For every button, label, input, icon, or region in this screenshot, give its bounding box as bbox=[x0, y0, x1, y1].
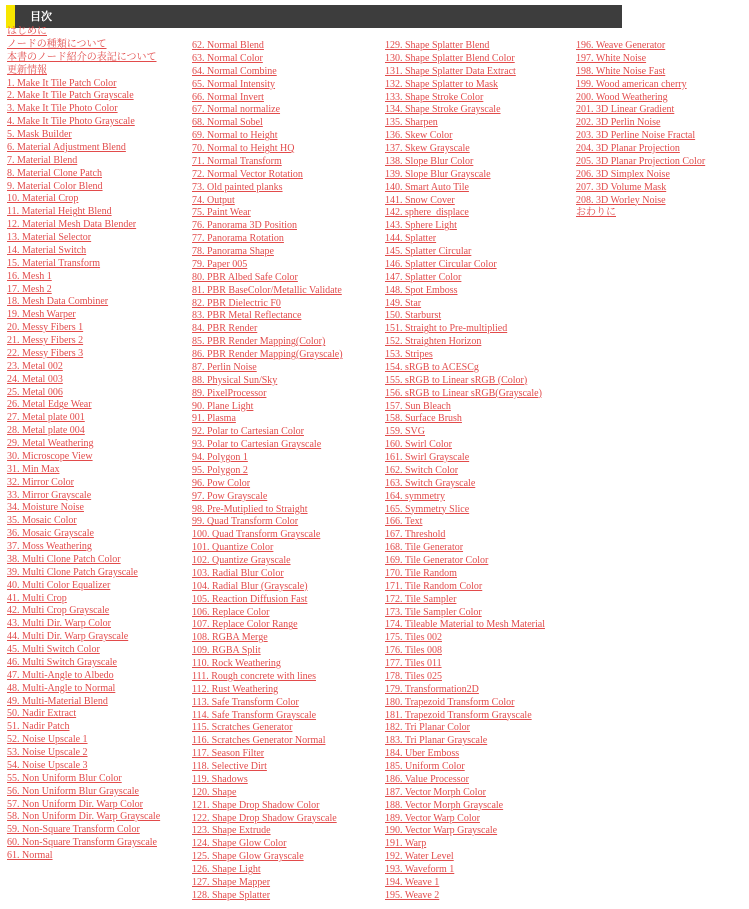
toc-link[interactable]: 185. Uniform Color bbox=[385, 761, 465, 772]
toc-link[interactable]: 202. 3D Perlin Noise bbox=[576, 117, 661, 129]
toc-link[interactable]: 42. Multi Crop Grayscale bbox=[7, 605, 110, 617]
toc-link[interactable]: 68. Normal Sobel bbox=[192, 117, 263, 129]
toc-link[interactable]: 本書のノード紹介の表記について bbox=[7, 51, 157, 63]
toc-link[interactable]: 132. Shape Splatter to Mask bbox=[385, 78, 499, 90]
toc-link[interactable]: 7. Material Blend bbox=[7, 154, 78, 166]
toc-link[interactable]: 91. Plasma bbox=[192, 413, 236, 425]
toc-link[interactable]: 107. Replace Color Range bbox=[192, 619, 298, 631]
toc-link[interactable]: 更新情報 bbox=[7, 64, 47, 76]
toc-link[interactable]: 144. Splatter bbox=[385, 233, 437, 245]
toc-link[interactable]: 203. 3D Perline Noise Fractal bbox=[576, 130, 696, 142]
toc-link[interactable]: 126. Shape Light bbox=[192, 864, 261, 875]
toc-link[interactable]: 102. Quantize Grayscale bbox=[192, 555, 291, 566]
toc-link[interactable]: 190. Vector Warp Grayscale bbox=[385, 825, 498, 837]
toc-link[interactable]: 168. Tile Generator bbox=[385, 542, 464, 554]
toc-link[interactable]: 123. Shape Extrude bbox=[192, 825, 271, 837]
toc-link[interactable]: 117. Season Filter bbox=[192, 748, 265, 760]
toc-link[interactable]: 8. Material Clone Patch bbox=[7, 167, 102, 179]
toc-link[interactable]: 110. Rock Weathering bbox=[192, 658, 281, 669]
toc-link[interactable]: 180. Trapezoid Transform Color bbox=[385, 696, 515, 708]
toc-link[interactable]: 77. Panorama Rotation bbox=[192, 233, 284, 245]
toc-link[interactable]: 148. Spot Emboss bbox=[385, 284, 458, 296]
toc-link[interactable]: 32. Mirror Color bbox=[7, 476, 74, 488]
toc-link[interactable]: 2. Make It Tile Patch Grayscale bbox=[7, 90, 134, 102]
toc-link[interactable]: 69. Normal to Height bbox=[192, 130, 278, 142]
toc-link[interactable]: 10. Material Crop bbox=[7, 193, 79, 205]
toc-link[interactable]: 158. Surface Brush bbox=[385, 413, 462, 425]
toc-link[interactable]: 76. Panorama 3D Position bbox=[192, 220, 297, 232]
toc-link[interactable]: 5. Mask Builder bbox=[7, 129, 72, 140]
toc-link[interactable]: 93. Polar to Cartesian Grayscale bbox=[192, 439, 322, 451]
toc-link[interactable]: 165. Symmetry Slice bbox=[385, 503, 470, 515]
toc-link[interactable]: おわりに bbox=[576, 207, 616, 219]
toc-link[interactable]: 199. Wood american cherry bbox=[576, 78, 687, 90]
toc-link[interactable]: 71. Normal Transform bbox=[192, 155, 282, 167]
toc-link[interactable]: 109. RGBA Split bbox=[192, 645, 261, 657]
toc-link[interactable]: 90. Plane Light bbox=[192, 400, 254, 412]
toc-link[interactable]: 128. Shape Splatter bbox=[192, 889, 271, 901]
toc-link[interactable]: 151. Straight to Pre-multiplied bbox=[385, 323, 508, 335]
toc-link[interactable]: 49. Multi-Material Blend bbox=[7, 695, 108, 707]
toc-link[interactable]: 142. sphere_displace bbox=[385, 207, 469, 219]
toc-link[interactable]: 37. Moss Weathering bbox=[7, 541, 92, 552]
toc-link[interactable]: 205. 3D Planar Projection Color bbox=[576, 155, 706, 167]
toc-link[interactable]: 159. SVG bbox=[385, 426, 426, 438]
toc-link[interactable]: 111. Rough concrete with lines bbox=[192, 670, 316, 682]
toc-link[interactable]: 179. Transformation2D bbox=[385, 683, 479, 695]
toc-link[interactable]: 99. Quad Transform Color bbox=[192, 516, 299, 528]
toc-link[interactable]: 140. Smart Auto Tile bbox=[385, 181, 469, 193]
toc-link[interactable]: 82. PBR Dielectric F0 bbox=[192, 297, 281, 309]
toc-link[interactable]: 56. Non Uniform Blur Grayscale bbox=[7, 785, 139, 797]
toc-link[interactable]: 127. Shape Mapper bbox=[192, 876, 271, 888]
toc-link[interactable]: 3. Make It Tile Photo Color bbox=[7, 103, 118, 115]
toc-link[interactable]: 163. Switch Grayscale bbox=[385, 477, 476, 489]
toc-link[interactable]: 176. Tiles 008 bbox=[385, 645, 442, 657]
toc-link[interactable]: 193. Waveform 1 bbox=[385, 864, 455, 875]
toc-link[interactable]: 60. Non-Square Transform Grayscale bbox=[7, 837, 157, 849]
toc-link[interactable]: 98. Pre-Mutiplied to Straight bbox=[192, 503, 308, 515]
toc-link[interactable]: 181. Trapezoid Transform Grayscale bbox=[385, 709, 532, 721]
toc-link[interactable]: 36. Mosaic Grayscale bbox=[7, 528, 94, 540]
toc-link[interactable]: 154. sRGB to ACESCg bbox=[385, 361, 479, 373]
toc-link[interactable]: 64. Normal Combine bbox=[192, 65, 277, 77]
toc-link[interactable]: 89. PixelProcessor bbox=[192, 387, 267, 399]
toc-link[interactable]: 20. Messy Fibers 1 bbox=[7, 322, 84, 334]
toc-link[interactable]: 83. PBR Metal Reflectance bbox=[192, 310, 302, 322]
toc-link[interactable]: 62. Normal Blend bbox=[192, 40, 264, 51]
toc-link[interactable]: 141. Snow Cover bbox=[385, 194, 455, 206]
toc-link[interactable]: 26. Metal Edge Wear bbox=[7, 399, 92, 411]
toc-link[interactable]: 33. Mirror Grayscale bbox=[7, 489, 92, 501]
toc-link[interactable]: 150. Starburst bbox=[385, 310, 442, 322]
toc-link[interactable]: 58. Non Uniform Dir. Warp Grayscale bbox=[7, 811, 161, 823]
toc-link[interactable]: 204. 3D Planar Projection bbox=[576, 143, 680, 154]
toc-link[interactable]: 166. Text bbox=[385, 516, 423, 528]
toc-link[interactable]: 178. Tiles 025 bbox=[385, 670, 442, 682]
toc-link[interactable]: 122. Shape Drop Shadow Grayscale bbox=[192, 812, 337, 824]
toc-link[interactable]: 112. Rust Weathering bbox=[192, 683, 279, 695]
toc-link[interactable]: 65. Normal Intensity bbox=[192, 78, 276, 90]
toc-list-1 bbox=[7, 26, 160, 863]
toc-link[interactable]: 169. Tile Generator Color bbox=[385, 555, 489, 566]
toc-link[interactable]: 138. Slope Blur Color bbox=[385, 155, 474, 167]
toc-link[interactable]: 52. Noise Upscale 1 bbox=[7, 734, 88, 746]
toc-link[interactable]: 177. Tiles 011 bbox=[385, 658, 442, 669]
toc-link[interactable]: 70. Normal to Height HQ bbox=[192, 143, 295, 154]
toc-link[interactable]: 15. Material Transform bbox=[7, 257, 101, 269]
toc-link[interactable]: 175. Tiles 002 bbox=[385, 632, 442, 644]
toc-link[interactable]: 47. Multi-Angle to Albedo bbox=[7, 669, 114, 681]
toc-link[interactable]: 113. Safe Transform Color bbox=[192, 696, 299, 708]
toc-link[interactable]: 79. Paper 005 bbox=[192, 258, 248, 270]
toc-link[interactable]: 182. Tri Planar Color bbox=[385, 722, 471, 734]
toc-link[interactable]: 50. Nadir Extract bbox=[7, 708, 77, 720]
toc-link[interactable]: 38. Multi Clone Patch Color bbox=[7, 553, 121, 565]
toc-link[interactable]: 16. Mesh 1 bbox=[7, 270, 52, 282]
toc-link[interactable]: 25. Metal 006 bbox=[7, 386, 63, 398]
toc-link[interactable]: 4. Make It Tile Photo Grayscale bbox=[7, 116, 135, 128]
toc-link[interactable]: 78. Panorama Shape bbox=[192, 246, 274, 257]
toc-link[interactable]: 54. Noise Upscale 3 bbox=[7, 759, 88, 771]
toc-link[interactable]: 186. Value Processor bbox=[385, 773, 469, 785]
toc-link[interactable]: 171. Tile Random Color bbox=[385, 580, 483, 592]
toc-link[interactable]: 137. Skew Grayscale bbox=[385, 143, 470, 154]
toc-link[interactable]: 147. Splatter Color bbox=[385, 271, 462, 283]
toc-link[interactable]: 31. Min Max bbox=[7, 463, 60, 475]
toc-link[interactable]: 139. Slope Blur Grayscale bbox=[385, 168, 491, 180]
toc-link[interactable]: 114. Safe Transform Grayscale bbox=[192, 709, 317, 721]
toc-link[interactable]: 61. Normal bbox=[7, 850, 53, 861]
toc-link[interactable]: 188. Vector Morph Grayscale bbox=[385, 799, 504, 811]
toc-list-3 bbox=[385, 40, 545, 903]
toc-title: 目次 bbox=[30, 10, 52, 23]
toc-link[interactable]: 208. 3D Worley Noise bbox=[576, 194, 666, 206]
toc-link[interactable]: 28. Metal plate 004 bbox=[7, 425, 85, 437]
toc-link[interactable]: 46. Multi Switch Grayscale bbox=[7, 656, 117, 668]
toc-link[interactable]: 13. Material Selector bbox=[7, 232, 92, 243]
toc-link[interactable]: 74. Output bbox=[192, 194, 235, 206]
toc-link[interactable]: 23. Metal 002 bbox=[7, 360, 63, 372]
toc-link[interactable]: 146. Splatter Circular Color bbox=[385, 258, 497, 270]
toc-link[interactable]: 81. PBR BaseColor/Metallic Validate bbox=[192, 284, 342, 296]
toc-link[interactable]: 6. Material Adjustment Blend bbox=[7, 141, 126, 153]
toc-link[interactable]: 55. Non Uniform Blur Color bbox=[7, 772, 122, 784]
toc-link[interactable]: 97. Pow Grayscale bbox=[192, 490, 268, 502]
toc-link[interactable]: 72. Normal Vector Rotation bbox=[192, 168, 303, 180]
toc-link[interactable]: 207. 3D Volume Mask bbox=[576, 181, 667, 193]
toc-link[interactable]: 118. Selective Dirt bbox=[192, 761, 267, 772]
toc-link[interactable]: 108. RGBA Merge bbox=[192, 632, 268, 644]
toc-link[interactable]: 92. Polar to Cartesian Color bbox=[192, 426, 304, 438]
toc-link[interactable]: 130. Shape Splatter Blend Color bbox=[385, 52, 515, 64]
toc-link[interactable]: 30. Microscope View bbox=[7, 450, 93, 462]
toc-link[interactable]: 105. Reaction Diffusion Fast bbox=[192, 593, 308, 605]
toc-link[interactable]: 189. Vector Warp Color bbox=[385, 812, 480, 824]
toc-link[interactable]: 136. Skew Color bbox=[385, 130, 453, 142]
toc-link[interactable]: ノードの種類について bbox=[7, 38, 107, 50]
toc-link[interactable]: 51. Nadir Patch bbox=[7, 721, 70, 733]
toc-link[interactable]: 21. Messy Fibers 2 bbox=[7, 335, 84, 346]
toc-link[interactable]: 167. Threshold bbox=[385, 529, 446, 541]
toc-link[interactable]: 66. Normal Invert bbox=[192, 91, 264, 103]
toc-link[interactable]: 9. Material Color Blend bbox=[7, 180, 103, 192]
toc-link[interactable]: 191. Warp bbox=[385, 838, 427, 850]
toc-link[interactable]: 172. Tile Sampler bbox=[385, 593, 457, 605]
toc-link[interactable]: 173. Tile Sampler Color bbox=[385, 606, 482, 618]
toc-link[interactable]: 12. Material Mesh Data Blender bbox=[7, 219, 137, 231]
toc-link[interactable]: 48. Multi-Angle to Normal bbox=[7, 682, 116, 694]
toc-link[interactable]: 133. Shape Stroke Color bbox=[385, 91, 484, 103]
toc-link[interactable]: 17. Mesh 2 bbox=[7, 283, 52, 295]
toc-link[interactable]: 95. Polygon 2 bbox=[192, 464, 248, 476]
toc-link[interactable]: 200. Wood Weathering bbox=[576, 91, 668, 103]
toc-link[interactable]: 22. Messy Fibers 3 bbox=[7, 347, 84, 359]
toc-link[interactable]: 63. Normal Color bbox=[192, 52, 263, 64]
toc-link[interactable]: 19. Mesh Warper bbox=[7, 309, 76, 321]
toc-link[interactable]: 104. Radial Blur (Grayscale) bbox=[192, 580, 308, 592]
toc-link[interactable]: 119. Shadows bbox=[192, 773, 248, 785]
toc-link[interactable]: 53. Noise Upscale 2 bbox=[7, 747, 88, 758]
toc-link[interactable]: 39. Multi Clone Patch Grayscale bbox=[7, 566, 138, 578]
toc-link[interactable]: 67. Normal normalize bbox=[192, 104, 281, 116]
toc-link[interactable]: 96. Pow Color bbox=[192, 477, 251, 489]
toc-link[interactable]: 106. Replace Color bbox=[192, 606, 270, 618]
toc-link[interactable]: 160. Swirl Color bbox=[385, 439, 452, 451]
toc-link[interactable]: 145. Splatter Circular bbox=[385, 246, 472, 257]
toc-link[interactable]: 198. White Noise Fast bbox=[576, 65, 666, 77]
toc-link[interactable]: 192. Water Level bbox=[385, 851, 454, 863]
toc-link[interactable]: 11. Material Height Blend bbox=[7, 206, 112, 218]
toc-link[interactable]: 164. symmetry bbox=[385, 490, 445, 502]
toc-link[interactable]: 18. Mesh Data Combiner bbox=[7, 296, 109, 308]
toc-link[interactable]: 87. Perlin Noise bbox=[192, 361, 257, 373]
toc-link[interactable]: 194. Weave 1 bbox=[385, 876, 440, 888]
toc-link[interactable]: 88. Physical Sun/Sky bbox=[192, 374, 278, 386]
toc-link[interactable]: 195. Weave 2 bbox=[385, 889, 440, 901]
toc-link[interactable]: 152. Straighten Horizon bbox=[385, 336, 482, 348]
toc-link[interactable]: 196. Weave Generator bbox=[576, 40, 666, 51]
toc-column-1 bbox=[7, 26, 160, 863]
toc-link[interactable]: 41. Multi Crop bbox=[7, 592, 67, 604]
toc-link[interactable]: 161. Swirl Grayscale bbox=[385, 452, 470, 463]
toc-link[interactable]: 197. White Noise bbox=[576, 52, 647, 64]
toc-link[interactable]: 156. sRGB to Linear sRGB(Grayscale) bbox=[385, 387, 542, 399]
toc-link[interactable]: 162. Switch Color bbox=[385, 464, 459, 476]
toc-column-4 bbox=[576, 40, 705, 220]
toc-link[interactable]: 174. Tileable Material to Mesh Material bbox=[385, 619, 545, 631]
toc-link[interactable]: 121. Shape Drop Shadow Color bbox=[192, 799, 320, 811]
toc-link[interactable]: 100. Quad Transform Grayscale bbox=[192, 529, 321, 541]
toc-link[interactable]: 86. PBR Render Mapping(Grayscale) bbox=[192, 349, 343, 360]
toc-link[interactable]: 43. Multi Dir. Warp Color bbox=[7, 618, 112, 630]
toc-link[interactable]: 57. Non Uniform Dir. Warp Color bbox=[7, 798, 143, 810]
toc-link[interactable]: 155. sRGB to Linear sRGB (Color) bbox=[385, 374, 528, 386]
toc-link[interactable]: 29. Metal Weathering bbox=[7, 438, 94, 449]
toc-link[interactable]: 59. Non-Square Transform Color bbox=[7, 824, 140, 836]
toc-link[interactable]: 27. Metal plate 001 bbox=[7, 412, 85, 424]
toc-link[interactable]: 34. Moisture Noise bbox=[7, 502, 84, 514]
toc-link[interactable]: 131. Shape Splatter Data Extract bbox=[385, 65, 516, 77]
toc-link[interactable]: 170. Tile Random bbox=[385, 567, 457, 579]
toc-link[interactable]: 157. Sun Bleach bbox=[385, 400, 451, 412]
toc-column-2 bbox=[192, 40, 343, 903]
toc-link[interactable]: 80. PBR Albed Safe Color bbox=[192, 271, 298, 283]
toc-link[interactable]: 94. Polygon 1 bbox=[192, 452, 248, 463]
toc-link[interactable]: 143. Sphere Light bbox=[385, 220, 457, 232]
toc-list-2 bbox=[192, 40, 343, 903]
toc-link[interactable]: 124. Shape Glow Color bbox=[192, 838, 287, 850]
toc-link[interactable]: 14. Material Switch bbox=[7, 244, 87, 256]
toc-link[interactable]: 125. Shape Glow Grayscale bbox=[192, 851, 304, 863]
toc-link[interactable]: 116. Scratches Generator Normal bbox=[192, 735, 326, 747]
toc-link[interactable]: 84. PBR Render bbox=[192, 323, 258, 335]
toc-link[interactable]: 183. Tri Planar Grayscale bbox=[385, 735, 488, 747]
toc-link[interactable]: 184. Uber Emboss bbox=[385, 748, 460, 760]
toc-link[interactable]: 134. Shape Stroke Grayscale bbox=[385, 104, 501, 116]
toc-column-3 bbox=[385, 40, 545, 903]
toc-link[interactable]: 45. Multi Switch Color bbox=[7, 644, 100, 655]
toc-link[interactable]: 129. Shape Splatter Blend bbox=[385, 40, 490, 51]
toc-link[interactable]: 85. PBR Render Mapping(Color) bbox=[192, 336, 326, 348]
toc-link[interactable]: 44. Multi Dir. Warp Grayscale bbox=[7, 631, 129, 643]
toc-link[interactable]: 73. Old painted planks bbox=[192, 181, 283, 193]
toc-link[interactable]: 201. 3D Linear Gradient bbox=[576, 104, 675, 116]
toc-link[interactable]: 75. Paint Wear bbox=[192, 207, 251, 219]
toc-list-4 bbox=[576, 40, 705, 220]
toc-link[interactable]: 24. Metal 003 bbox=[7, 373, 63, 385]
toc-link[interactable]: 103. Radial Blur Color bbox=[192, 567, 284, 579]
toc-link[interactable]: 187. Vector Morph Color bbox=[385, 786, 486, 798]
toc-link[interactable]: はじめに bbox=[7, 26, 47, 37]
toc-link[interactable]: 153. Stripes bbox=[385, 349, 433, 360]
toc-link[interactable]: 206. 3D Simplex Noise bbox=[576, 168, 670, 180]
toc-link[interactable]: 35. Mosaic Color bbox=[7, 515, 77, 527]
toc-link[interactable]: 149. Star bbox=[385, 297, 422, 309]
header-accent-bar bbox=[6, 5, 15, 28]
toc-link[interactable]: 115. Scratches Generator bbox=[192, 722, 293, 734]
toc-link[interactable]: 40. Multi Color Equalizer bbox=[7, 579, 111, 591]
toc-link[interactable]: 1. Make It Tile Patch Color bbox=[7, 77, 117, 89]
toc-header bbox=[6, 5, 622, 28]
toc-link[interactable]: 120. Shape bbox=[192, 786, 237, 798]
toc-link[interactable]: 135. Sharpen bbox=[385, 117, 438, 129]
toc-link[interactable]: 101. Quantize Color bbox=[192, 542, 274, 554]
